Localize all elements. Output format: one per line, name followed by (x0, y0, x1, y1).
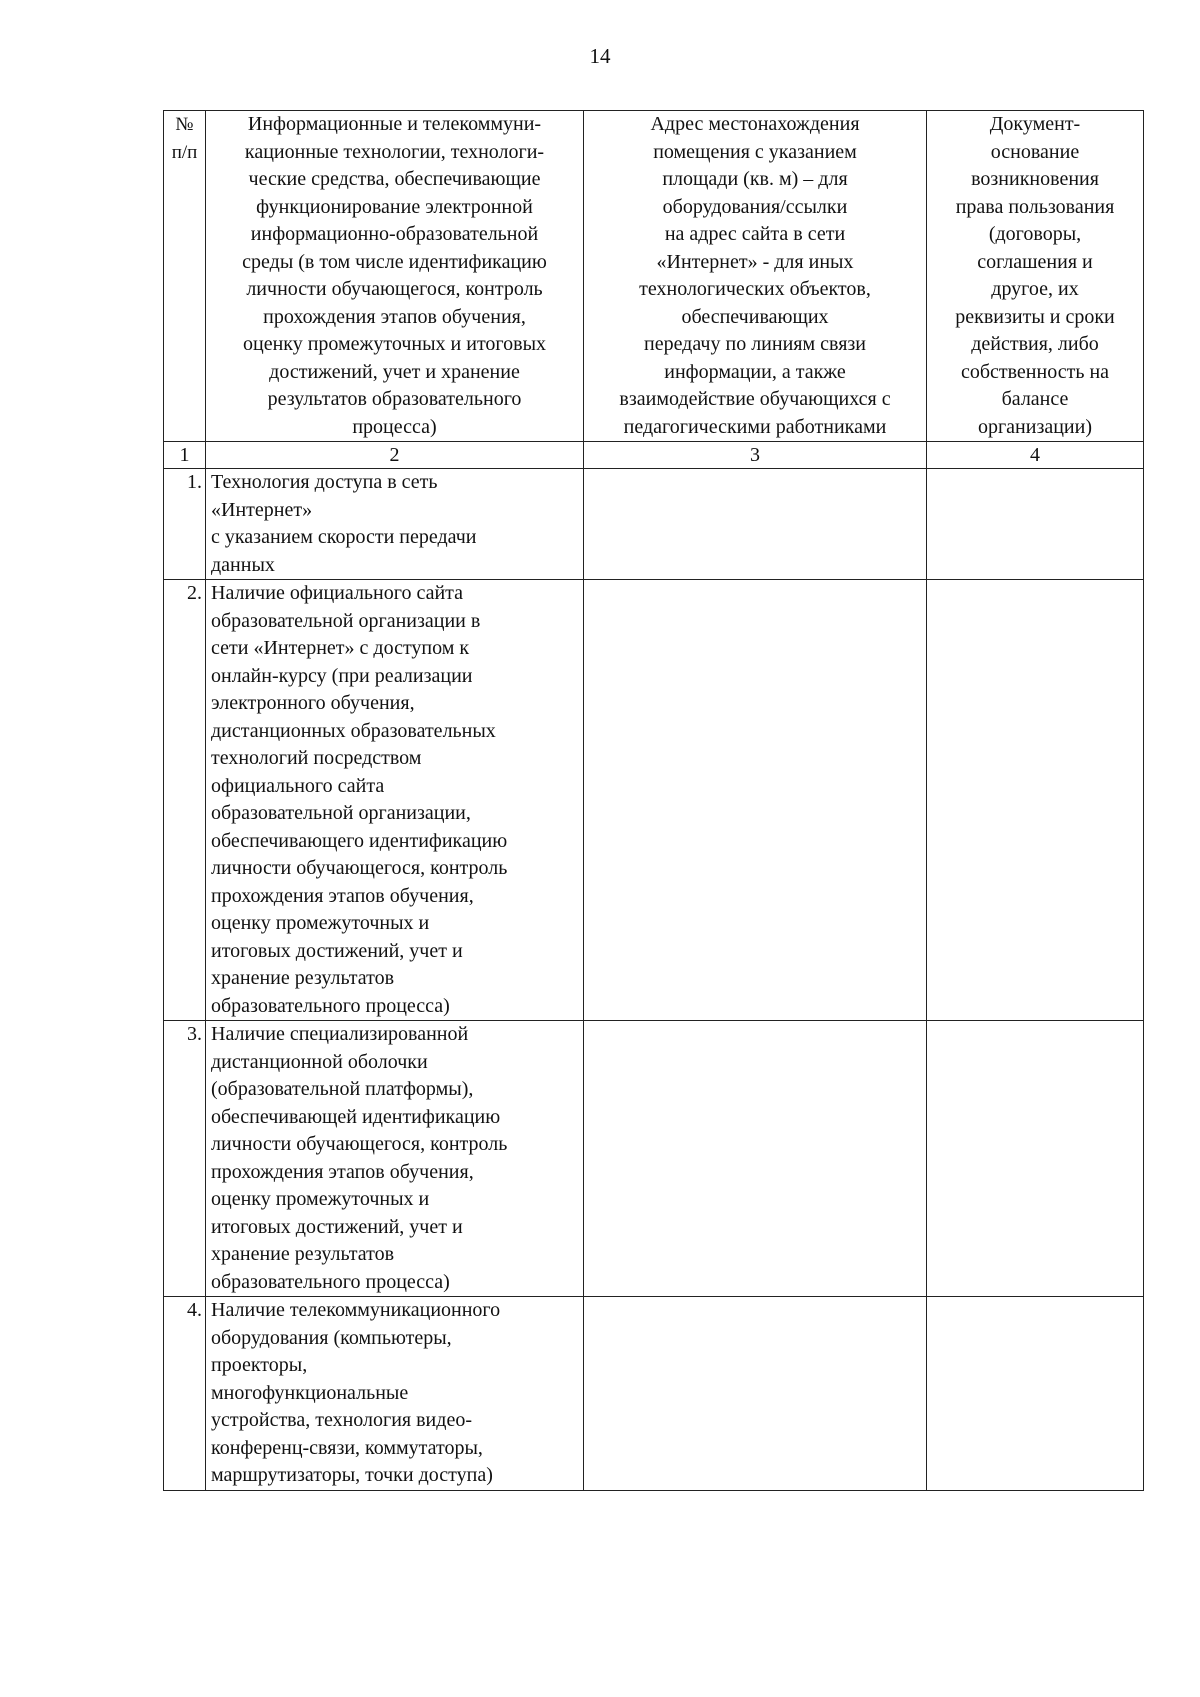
header-line: другое, их (991, 278, 1079, 300)
description-line: проекторы, (211, 1354, 308, 1376)
column-number: 3 (584, 442, 927, 469)
header-line: собственность на (960, 360, 1110, 383)
description-line: с указанием скорости передачи (211, 526, 477, 548)
header-line: оборудования/ссылки (662, 195, 848, 218)
description-line: Наличие телекоммуникационного (211, 1299, 501, 1321)
row-number: 2. (164, 580, 206, 1021)
row-address (584, 469, 927, 580)
table-row (164, 1297, 1144, 1491)
header-line: «Интернет» - для иных (656, 250, 854, 273)
description-line: электронного обучения, (211, 692, 415, 714)
description-line: хранение результатов (211, 1243, 395, 1265)
header-line: прохождения этапов обучения, (263, 305, 526, 328)
row-description (206, 580, 584, 1021)
description-line: Технология доступа в сеть (211, 471, 438, 493)
row-number: 1. (164, 469, 206, 580)
description-line: прохождения этапов обучения, (211, 1160, 474, 1183)
header-line: Адрес местонахождения (650, 113, 860, 135)
header-line: технологических объектов, (639, 278, 871, 300)
description-line: образовательного процесса) (211, 1270, 450, 1293)
description-line: технологий посредством (211, 747, 422, 769)
header-line: функционирование электронной (256, 195, 533, 218)
description-line: личности обучающегося, контроль (211, 857, 508, 879)
description-line: онлайн-курсу (при реализации (211, 664, 473, 687)
header-document (927, 111, 1144, 442)
description-line: Наличие официального сайта (211, 582, 464, 604)
page-number: 14 (589, 44, 611, 68)
header-line: на адрес сайта в сети (664, 223, 846, 245)
header-address (584, 111, 927, 442)
description-line: Наличие специализированной (211, 1023, 469, 1045)
description-line: оценку промежуточных и (211, 1188, 430, 1210)
header-line: кационные технологии, технологи- (244, 140, 545, 163)
table-row (164, 580, 1144, 1021)
header-line: педагогическими работниками (623, 415, 887, 438)
row-address (584, 580, 927, 1021)
header-line: передачу по линиям связи (643, 333, 866, 355)
description-line: сети «Интернет» с доступом к (211, 637, 470, 659)
header-line: помещения с указанием (653, 140, 857, 163)
header-line: взаимодействие обучающихся с (619, 388, 891, 410)
description-line: дистанционной оболочки (211, 1050, 428, 1073)
header-line: информационно-образовательной (250, 223, 539, 245)
header-line: балансе (1001, 388, 1069, 410)
description-line: дистанционных образовательных (211, 719, 496, 742)
table-row (164, 469, 1144, 580)
header-line: ческие средства, обеспечивающие (248, 168, 541, 190)
column-number: 1 (164, 442, 206, 469)
description-line: устройства, технология видео- (211, 1409, 472, 1431)
header-line: реквизиты и сроки (955, 305, 1115, 328)
resources-table (163, 110, 1144, 1491)
header-line: процесса) (352, 415, 437, 438)
header-line: личности обучающегося, контроль (246, 278, 543, 300)
row-description (206, 1297, 584, 1491)
row-document (927, 469, 1144, 580)
column-number: 2 (206, 442, 584, 469)
description-line: прохождения этапов обучения, (211, 884, 474, 907)
row-address (584, 1297, 927, 1491)
description-line: итоговых достижений, учет и (211, 1215, 463, 1238)
header-line: (договоры, (988, 223, 1082, 245)
table-row (164, 1021, 1144, 1297)
header-line: информации, а также (664, 360, 846, 383)
header-line: действия, либо (971, 333, 1099, 355)
row-address (584, 1021, 927, 1297)
header-number (164, 111, 206, 442)
description-line: личности обучающегося, контроль (211, 1133, 508, 1155)
description-line: официального сайта (211, 774, 385, 797)
header-line: обеспечивающих (681, 305, 829, 328)
description-line: многофункциональные (211, 1381, 409, 1404)
description-line: маршрутизаторы, точки доступа) (211, 1464, 493, 1486)
row-number: 3. (164, 1021, 206, 1297)
header-line: соглашения и (977, 250, 1093, 273)
description-line: обеспечивающей идентификацию (211, 1105, 501, 1128)
column-number-row (164, 442, 1144, 469)
header-line: права пользования (955, 195, 1115, 218)
header-line: среды (в том числе идентификацию (242, 250, 547, 273)
header-line: п/п (171, 141, 198, 163)
description-line: итоговых достижений, учет и (211, 939, 463, 962)
header-line: достижений, учет и хранение (269, 360, 520, 383)
description-line: конференц-связи, коммутаторы, (211, 1436, 483, 1459)
description-line: хранение результатов (211, 967, 395, 989)
header-technologies (206, 111, 584, 442)
description-line: данных (211, 553, 275, 576)
description-line: оборудования (компьютеры, (211, 1326, 452, 1349)
description-line: обеспечивающего идентификацию (211, 829, 508, 852)
header-line: Документ- (989, 113, 1081, 135)
row-document (927, 1021, 1144, 1297)
header-line: № (175, 114, 194, 135)
description-line: образовательной организации в (211, 609, 481, 632)
description-line: оценку промежуточных и (211, 912, 430, 934)
table-header-row (164, 111, 1144, 442)
description-line: образовательной организации, (211, 802, 471, 824)
row-document (927, 1297, 1144, 1491)
header-line: площади (кв. м) – для (662, 168, 848, 190)
row-number: 4. (164, 1297, 206, 1491)
header-line: организации) (977, 415, 1093, 438)
header-line: возникновения (971, 168, 1099, 190)
header-line: Информационные и телекоммуни- (247, 113, 542, 135)
row-description (206, 469, 584, 580)
row-description (206, 1021, 584, 1297)
description-line: «Интернет» (211, 498, 313, 521)
column-number: 4 (927, 442, 1144, 469)
header-line: основание (990, 140, 1080, 163)
description-line: образовательного процесса) (211, 994, 450, 1017)
header-line: результатов образовательного (267, 388, 522, 410)
header-line: оценку промежуточных и итоговых (242, 333, 547, 355)
description-line: (образовательной платформы), (211, 1078, 474, 1100)
row-document (927, 580, 1144, 1021)
